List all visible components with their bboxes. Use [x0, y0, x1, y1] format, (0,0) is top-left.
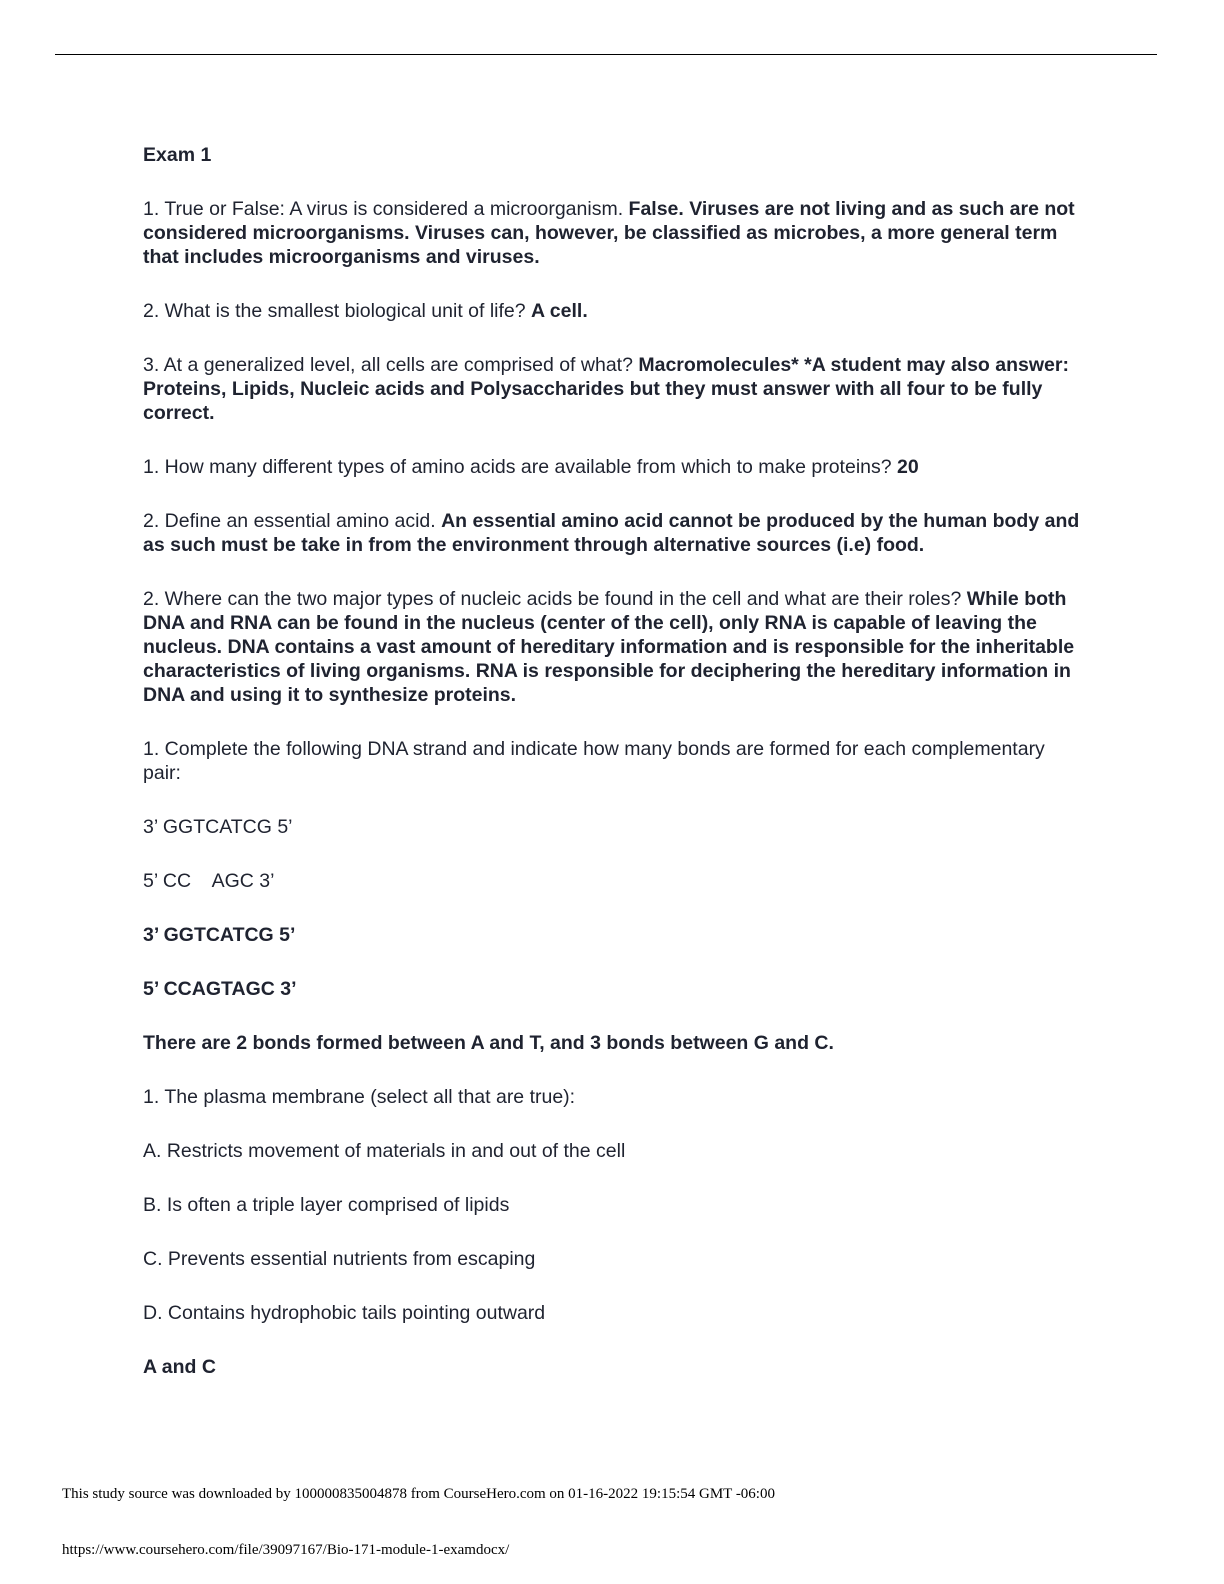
dna-answer-note-text: There are 2 bonds formed between A and T, and 3 bonds between G and C. [143, 1032, 834, 1054]
membrane-answer [143, 1355, 1083, 1379]
question-amino-acid-count [143, 455, 1083, 479]
question-answer: While both DNA and RNA can be found in the nucleus (center of the cell), only RNA is capable of leaving the nucleus. DNA contains a vast amount of hereditary information and is responsible for the inheritable characteristics of living organisms. RNA is responsible for deciphering the hereditary information in DNA and using it to synthesize proteins. [143, 588, 1075, 706]
question-nucleic-acids [143, 587, 1083, 707]
question-prompt: 3. At a generalized level, all cells are comprised of what? [143, 354, 639, 376]
dna-answer-top-text: 3’ GGTCATCG 5’ [143, 924, 296, 946]
question-prompt: 1. How many different types of amino acids are available from which to make proteins? [143, 456, 898, 478]
exam-title: Exam 1 [143, 144, 212, 166]
dna-strand-bottom: 5’ CC AGC 3’ [143, 870, 275, 892]
question-answer: False. Viruses are not living and as such are not considered microorganisms. Viruses can, however, be classified as microbes, a more general term that includes microorganisms and viruses. [143, 198, 1075, 268]
dna-answer-note [143, 1031, 1083, 1055]
question-prompt: 1. True or False: A virus is considered a microorganism. [143, 198, 629, 220]
dna-answer-bottom [143, 977, 1083, 1001]
question-smallest-unit [143, 299, 1083, 323]
header-rule [55, 54, 1157, 55]
exam-content [143, 143, 1083, 1409]
question-prompt: 2. What is the smallest biological unit of life? [143, 300, 532, 322]
membrane-option-a: A. Restricts movement of materials in and out of the cell [143, 1140, 626, 1162]
dna-answer-bottom-text: 5’ CCAGTAGC 3’ [143, 978, 297, 1000]
source-url[interactable]: https://www.coursehero.com/file/39097167/Bio-171-module-1-examdocx/ [62, 1542, 510, 1558]
question-cell-composition [143, 353, 1083, 425]
membrane-question-prompt: 1. The plasma membrane (select all that are true): [143, 1086, 576, 1108]
question-answer: Macromolecules* *A student may also answer: Proteins, Lipids, Nucleic acids and Polysaccharides but they must answer with all four to be fully correct. [143, 354, 1069, 424]
question-answer: 20 [897, 456, 919, 478]
question-essential-amino-acid [143, 509, 1083, 557]
dna-strand-top: 3’ GGTCATCG 5’ [143, 816, 293, 838]
dna-question-prompt: 1. Complete the following DNA strand and indicate how many bonds are formed for each complementary pair: [143, 738, 1045, 784]
membrane-answer-text: A and C [143, 1356, 216, 1378]
question-prompt: 2. Where can the two major types of nucleic acids be found in the cell and what are their roles? [143, 588, 967, 610]
download-note: This study source was downloaded by 100000835004878 from CourseHero.com on 01-16-2022 19:15:54 GMT -06:00 [62, 1486, 775, 1502]
membrane-option-d: D. Contains hydrophobic tails pointing outward [143, 1302, 546, 1324]
membrane-option-b: B. Is often a triple layer comprised of lipids [143, 1194, 510, 1216]
question-prompt: 2. Define an essential amino acid. [143, 510, 442, 532]
question-virus [143, 197, 1083, 269]
question-answer: A cell. [531, 300, 588, 322]
question-answer: An essential amino acid cannot be produced by the human body and as such must be take in from the environment through alternative sources (i.e) food. [143, 510, 1080, 556]
dna-answer-top [143, 923, 1083, 947]
membrane-option-c: C. Prevents essential nutrients from escaping [143, 1248, 536, 1270]
